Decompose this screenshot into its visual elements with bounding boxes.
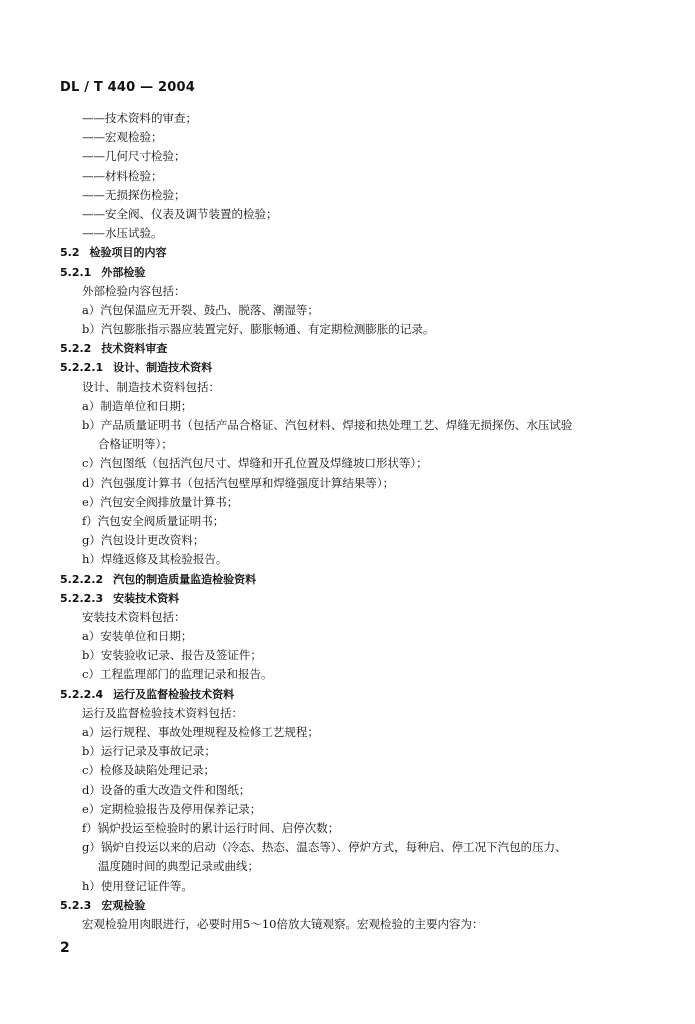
paragraph-intro: 宏观检验用肉眼进行，必要时用5～10倍放大镜观察。宏观检验的主要内容为： bbox=[82, 916, 484, 931]
list-item: c）汽包图纸（包括汽包尺寸、焊缝和开孔位置及焊缝坡口形状等）； bbox=[82, 456, 428, 471]
list-item: b）安装验收记录、报告及签证件； bbox=[82, 648, 262, 663]
list-item: c）检修及缺陷处理记录； bbox=[82, 763, 215, 778]
section-title: 设计、制造技术资料 bbox=[113, 361, 213, 375]
list-item: f）锅炉投运至检验时的累计运行时间、启停次数； bbox=[82, 820, 340, 835]
section-number: 5.2.2.2 bbox=[60, 572, 104, 586]
section-number: 5.2.2.1 bbox=[60, 361, 104, 375]
standard-header: DL / T 440 — 2004 bbox=[60, 80, 196, 95]
dash-item: ——几何尺寸检验； bbox=[82, 149, 186, 164]
list-item: a）运行规程、事故处理规程及检修工艺规程； bbox=[82, 725, 319, 739]
dash-item: ——安全阀、仪表及调节装置的检验； bbox=[82, 206, 278, 221]
list-item-continuation: 温度随时间的典型记录或曲线； bbox=[98, 859, 259, 874]
list-item-continuation: 合格证明等）； bbox=[98, 437, 173, 452]
section-number: 5.2 bbox=[60, 246, 80, 260]
section-number: 5.2.1 bbox=[60, 265, 92, 279]
section-title: 运行及监督检验技术资料 bbox=[113, 687, 235, 701]
paragraph-intro: 设计、制造技术资料包括： bbox=[82, 379, 220, 394]
page-number: 2 bbox=[60, 940, 70, 956]
list-item: g）汽包设计更改资料； bbox=[82, 533, 205, 548]
list-item: b）汽包膨胀指示器应装置完好、膨胀畅通、有定期检测膨胀的记录。 bbox=[82, 322, 435, 337]
paragraph-intro: 外部检验内容包括： bbox=[82, 283, 186, 298]
section-heading bbox=[60, 263, 650, 282]
section-title: 外部检验 bbox=[101, 265, 146, 279]
section-heading bbox=[60, 685, 650, 704]
list-item: b）产品质量证明书（包括产品合格证、汽包材料、焊接和热处理工艺、焊缝无损探伤、水压试验 bbox=[82, 418, 573, 432]
section-title: 宏观检验 bbox=[101, 898, 146, 912]
section-title: 检验项目的内容 bbox=[89, 246, 167, 260]
section-heading bbox=[60, 589, 650, 608]
section-number: 5.2.2.3 bbox=[60, 591, 104, 605]
section-number: 5.2.2 bbox=[60, 342, 92, 356]
list-item: h）焊缝返修及其检验报告。 bbox=[82, 552, 228, 567]
list-item: a）安装单位和日期； bbox=[82, 629, 193, 644]
document-body bbox=[60, 109, 650, 934]
dash-item: ——宏观检验； bbox=[82, 130, 163, 145]
list-item: e）定期检验报告及停用保养记录； bbox=[82, 801, 262, 816]
list-item: b）运行记录及事故记录； bbox=[82, 744, 216, 759]
list-item: h）使用登记证件等。 bbox=[82, 878, 193, 893]
section-heading bbox=[60, 243, 650, 262]
dash-item: ——水压试验。 bbox=[82, 226, 163, 241]
list-item: a）汽包保温应无开裂、鼓凸、脱落、潮湿等； bbox=[82, 302, 319, 317]
section-title: 汽包的制造质量监造检验资料 bbox=[113, 572, 257, 586]
list-item: a）制造单位和日期； bbox=[82, 398, 193, 413]
list-item: g）锅炉自投运以来的启动（冷态、热态、温态等）、停炉方式，每种启、停工况下汽包的压力、 bbox=[82, 840, 567, 855]
section-heading bbox=[60, 896, 650, 915]
section-number: 5.2.2.4 bbox=[60, 687, 104, 701]
list-item: c）工程监理部门的监理记录和报告。 bbox=[82, 667, 273, 682]
list-item: d）汽包强度计算书（包括汽包壁厚和焊缝强度计算结果等）； bbox=[82, 475, 395, 490]
dash-item: ——材料检验； bbox=[82, 168, 163, 183]
section-heading bbox=[60, 358, 650, 377]
paragraph-intro: 运行及监督检验技术资料包括： bbox=[82, 705, 243, 720]
dash-item: ——技术资料的审查； bbox=[82, 111, 197, 125]
list-item: e）汽包安全阀排放量计算书； bbox=[82, 494, 239, 509]
list-item: d）设备的重大改造文件和图纸； bbox=[82, 782, 251, 797]
section-title: 安装技术资料 bbox=[113, 591, 180, 605]
paragraph-intro: 安装技术资料包括： bbox=[82, 609, 186, 624]
section-heading bbox=[60, 339, 650, 358]
dash-item: ——无损探伤检验； bbox=[82, 187, 186, 202]
section-number: 5.2.3 bbox=[60, 898, 92, 912]
section-title: 技术资料审查 bbox=[101, 342, 168, 356]
section-heading bbox=[60, 570, 650, 589]
list-item: f）汽包安全阀质量证明书； bbox=[82, 513, 225, 528]
